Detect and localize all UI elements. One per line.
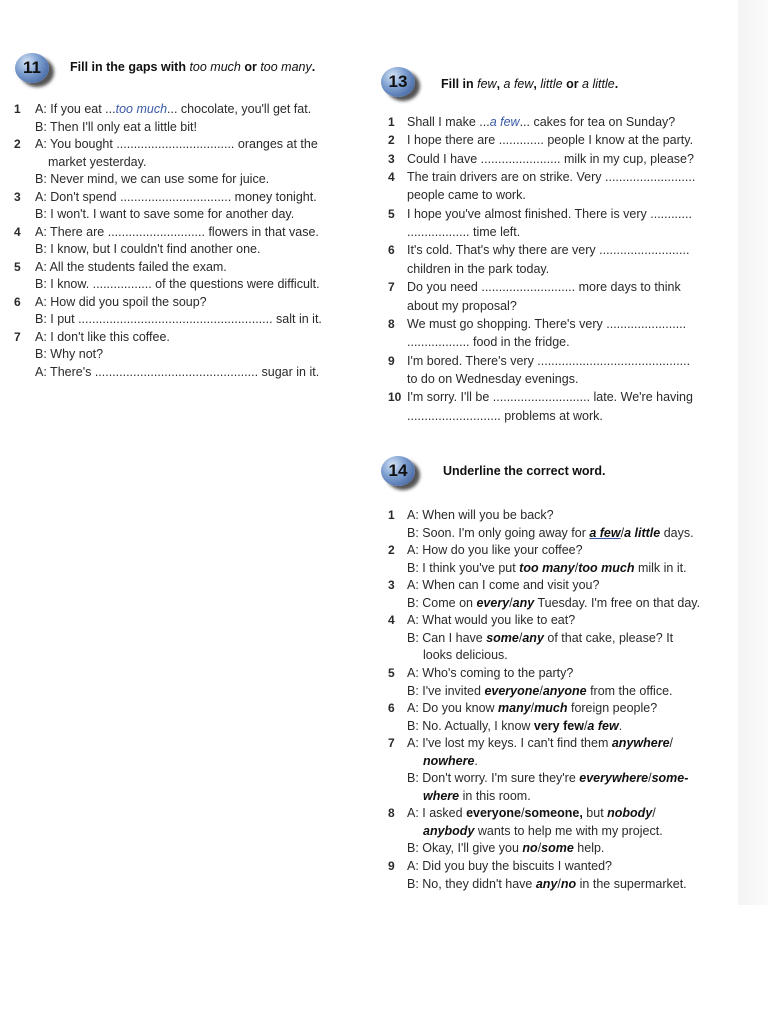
exercise-line (407, 577, 599, 593)
exercise-number-badge: 14 (381, 456, 415, 486)
line-text: ... cakes for tea on Sunday? (519, 115, 676, 129)
exercise-line (407, 132, 693, 148)
line-text: B: Soon. I'm only going away for (407, 525, 590, 540)
exercise-line (423, 753, 478, 769)
line-text: A: How do you like your coffee? (407, 543, 583, 558)
item-number: 5 (14, 259, 21, 274)
line-text: B: I know, but I couldn't find another one. (35, 242, 261, 256)
option-word: every (476, 595, 510, 610)
option-word: everyone (484, 683, 540, 698)
line-text: A: Did you buy the biscuits I wanted? (407, 859, 612, 873)
line-text: I'm bored. There's very ............................................ (407, 353, 691, 368)
instruction-text: or (240, 60, 261, 74)
exercise-line (407, 279, 681, 295)
exercise-line (35, 311, 322, 327)
exercise-line (407, 770, 688, 786)
line-text: to do on Wednesday evenings. (407, 371, 579, 386)
exercise-line (35, 259, 227, 275)
line-text: / (648, 771, 652, 786)
line-text: / (557, 876, 561, 891)
line-text: B: Come on (407, 595, 477, 610)
option-word: nobody (607, 806, 653, 821)
instruction-text: few (477, 77, 497, 91)
instruction-text: a little (582, 77, 615, 91)
page-edge-shadow (738, 0, 768, 905)
exercise-line (35, 364, 319, 380)
instruction-text: too much (189, 60, 241, 74)
exercise-line (407, 298, 517, 314)
option-word: no (522, 841, 538, 856)
line-text: ........................... problems at work. (407, 408, 603, 423)
instruction-text: , (496, 77, 504, 91)
exercise-line (407, 665, 573, 681)
option-word: anyone (542, 683, 587, 698)
line-text: in this room. (459, 788, 531, 803)
line-text: A: You bought .................................. oranges at the (35, 137, 318, 151)
line-text: B: Okay, I'll give you (407, 841, 523, 856)
line-text: / (620, 525, 625, 540)
item-number: 4 (388, 170, 395, 185)
option-word: a few (589, 525, 621, 540)
item-number: 7 (388, 280, 395, 295)
item-number: 8 (388, 806, 395, 821)
line-text: I'm sorry. I'll be ............................ late. We're having (407, 390, 693, 405)
line-text: B: I think you've put (407, 560, 520, 575)
exercise-line (407, 507, 554, 523)
item-number: 1 (388, 115, 395, 129)
line-text: B: I've invited (407, 683, 485, 698)
exercise-line (407, 525, 694, 541)
option-word: everyone (466, 806, 521, 821)
line-text: I hope you've almost finished. There is very ............ (407, 206, 692, 221)
line-text: A: Do you know (407, 701, 499, 716)
line-text: foreign people? (567, 701, 658, 716)
exercise-line (407, 840, 604, 856)
exercise-line (423, 647, 508, 663)
line-text: / (530, 701, 535, 716)
line-text: We must go shopping. There's very ....................... (407, 316, 687, 331)
option-word: everywhere (579, 771, 649, 786)
exercise-instruction (70, 60, 315, 74)
line-text: / (537, 841, 542, 856)
exercise-line (407, 560, 687, 576)
item-number: 7 (14, 329, 21, 344)
exercise-line (48, 154, 146, 170)
line-text: A: There's ............................................... sugar in it. (35, 364, 320, 379)
exercise-line (407, 316, 686, 332)
exercise-line (35, 346, 103, 362)
line-text: A: Who's coming to the party? (407, 665, 574, 680)
instruction-text: , (533, 77, 541, 91)
exercise-line (35, 119, 197, 135)
exercise-line (407, 261, 549, 277)
instruction-text: a few (503, 77, 534, 91)
option-word: very few (533, 718, 584, 733)
line-text: about my proposal? (407, 298, 517, 313)
exercise-line (423, 788, 531, 804)
exercise-line (407, 542, 583, 558)
exercise-instruction (443, 464, 606, 478)
line-text: .................. time left. (407, 225, 521, 240)
option-word: a little (624, 525, 661, 540)
exercise-line (35, 294, 207, 310)
option-word: anywhere (611, 736, 670, 751)
exercise-line (35, 206, 294, 222)
instruction-text: . (614, 77, 619, 91)
exercise-line (407, 858, 612, 874)
item-number: 3 (388, 578, 395, 593)
item-number: 3 (14, 189, 21, 204)
sample-answer: too much (115, 102, 168, 116)
line-text: A: How did you spoil the soup? (35, 294, 207, 309)
item-number: 2 (14, 137, 21, 151)
exercise-line (407, 595, 700, 611)
item-number: 5 (388, 206, 395, 221)
line-text: children in the park today. (407, 261, 550, 276)
line-text: Could I have ....................... milk in my cup, please? (407, 151, 694, 166)
line-text: but (582, 806, 608, 821)
line-text: A: Don't spend ................................ money tonight. (35, 189, 317, 204)
line-text: Do you need ........................... more days to think (407, 280, 681, 295)
line-text: Shall I make ... (407, 115, 490, 129)
item-number: 10 (388, 390, 402, 405)
exercise-line (407, 224, 520, 240)
line-text: A: If you eat ... (35, 102, 116, 116)
exercise-line (407, 187, 526, 203)
line-text: I hope there are ............. people I know at the party. (407, 133, 694, 148)
line-text: B: Then I'll only eat a little bit! (35, 119, 197, 134)
line-text: B: No, they didn't have (407, 876, 536, 891)
exercise-line (407, 735, 673, 751)
exercise-number-badge: 13 (381, 67, 415, 97)
option-word: where (423, 788, 460, 803)
exercise-line (407, 353, 690, 369)
instruction-text: little (540, 77, 563, 91)
exercise-line (407, 151, 694, 167)
line-text: B: Never mind, we can use some for juice. (35, 172, 270, 186)
option-word: a few (587, 718, 619, 733)
exercise-line (407, 876, 687, 892)
line-text: B: Can I have (407, 630, 487, 645)
item-number: 6 (388, 243, 395, 258)
line-text: looks delicious. (423, 648, 508, 663)
instruction-text: Underline the correct word. (443, 464, 606, 478)
option-word: nowhere (423, 753, 475, 768)
line-text: A: All the students failed the exam. (35, 259, 227, 274)
line-text: of that cake, please? It (543, 630, 674, 645)
line-text: days. (660, 525, 694, 540)
option-word: some- (651, 771, 689, 786)
line-text: It's cold. That's why there are very .......................... (407, 243, 690, 258)
exercise-line (35, 329, 170, 345)
line-text: help. (573, 841, 605, 856)
line-text: B: I put ........................................................ salt in it. (35, 312, 322, 326)
option-word: no (560, 876, 577, 891)
exercise-line (423, 823, 663, 839)
option-word: some (486, 630, 519, 645)
item-number: 2 (388, 543, 395, 558)
line-text: Tuesday. I'm free on that day. (534, 595, 701, 610)
instruction-text: too many (260, 60, 312, 74)
line-text: wants to help me with my project. (474, 823, 663, 838)
option-word: some (541, 841, 574, 856)
line-text: .................. food in the fridge. (407, 335, 570, 350)
instruction-text: . (311, 60, 316, 74)
exercise-line (407, 242, 689, 258)
instruction-text: Fill in the gaps with (70, 60, 190, 74)
line-text: B: Don't worry. I'm sure they're (407, 771, 580, 786)
option-word: many (498, 701, 531, 716)
exercise-line (35, 136, 318, 152)
line-text: / (574, 560, 579, 575)
exercise-line (407, 206, 692, 222)
option-word: any (512, 595, 535, 610)
line-text: / (652, 806, 656, 821)
option-word: any (535, 876, 558, 891)
line-text: market yesterday. (48, 154, 147, 169)
line-text: / (539, 683, 543, 698)
line-text: in the supermarket. (576, 876, 687, 891)
exercise-line (407, 805, 656, 821)
exercise-line (407, 389, 693, 405)
line-text: The train drivers are on strike. Very .......................... (407, 170, 696, 185)
exercise-line (407, 683, 673, 699)
exercise-line (35, 101, 311, 117)
line-text: A: I don't like this coffee. (35, 329, 170, 344)
exercise-line (407, 334, 570, 350)
option-word: too many (519, 560, 575, 575)
item-number: 4 (388, 613, 395, 628)
exercise-line (35, 189, 317, 205)
line-text: / (509, 595, 513, 610)
line-text: A: I asked (407, 806, 467, 821)
option-word: any (522, 630, 544, 645)
exercise-line (407, 612, 575, 628)
item-number: 7 (388, 736, 395, 751)
item-number: 9 (388, 859, 395, 873)
item-number: 6 (388, 701, 395, 716)
line-text: . (618, 718, 623, 733)
line-text: B: I know. ................. of the questions were difficult. (35, 277, 320, 291)
item-number: 1 (388, 508, 395, 522)
exercise-line (407, 630, 673, 646)
line-text: people came to work. (407, 188, 526, 203)
item-number: 5 (388, 665, 395, 680)
option-word: someone, (524, 806, 583, 821)
line-text: A: What would you like to eat? (407, 613, 576, 628)
line-text: B: I won't. I want to save some for another day. (35, 207, 295, 221)
option-word: too much (578, 560, 635, 575)
line-text: / (583, 718, 588, 733)
sample-answer: a few (489, 115, 520, 129)
item-number: 4 (14, 224, 21, 239)
line-text: A: When can I come and visit you? (407, 578, 600, 593)
exercise-line (407, 169, 695, 185)
exercise-number-badge: 11 (15, 53, 49, 83)
exercise-line (407, 408, 603, 424)
exercise-line (407, 114, 675, 130)
option-word: much (534, 701, 568, 716)
instruction-text: or (562, 77, 583, 91)
line-text: . (474, 753, 478, 768)
item-number: 2 (388, 133, 395, 148)
exercise-line (35, 224, 319, 240)
line-text: A: When will you be back? (407, 508, 554, 522)
line-text: A: I've lost my keys. I can't find them (407, 736, 612, 751)
exercise-line (35, 276, 320, 292)
line-text: ... chocolate, you'll get fat. (167, 102, 312, 116)
item-number: 1 (14, 102, 21, 116)
exercise-line (407, 700, 657, 716)
line-text: B: Why not? (35, 347, 104, 361)
line-text: milk in it. (634, 560, 687, 575)
option-word: anybody (423, 823, 475, 838)
line-text: / (520, 806, 525, 821)
line-text: B: No. Actually, I know (407, 718, 534, 733)
item-number: 3 (388, 151, 395, 166)
line-text: / (669, 736, 674, 751)
line-text: A: There are ............................ flowers in that vase. (35, 224, 319, 239)
instruction-text: Fill in (441, 77, 478, 91)
exercise-line (35, 241, 260, 257)
item-number: 9 (388, 353, 395, 368)
exercise-line (407, 718, 622, 734)
exercise-line (407, 371, 578, 387)
exercise-line (35, 171, 269, 187)
line-text: from the office. (586, 683, 673, 698)
item-number: 8 (388, 316, 395, 331)
item-number: 6 (14, 294, 21, 309)
exercise-instruction (441, 77, 618, 91)
line-text: / (518, 630, 523, 645)
